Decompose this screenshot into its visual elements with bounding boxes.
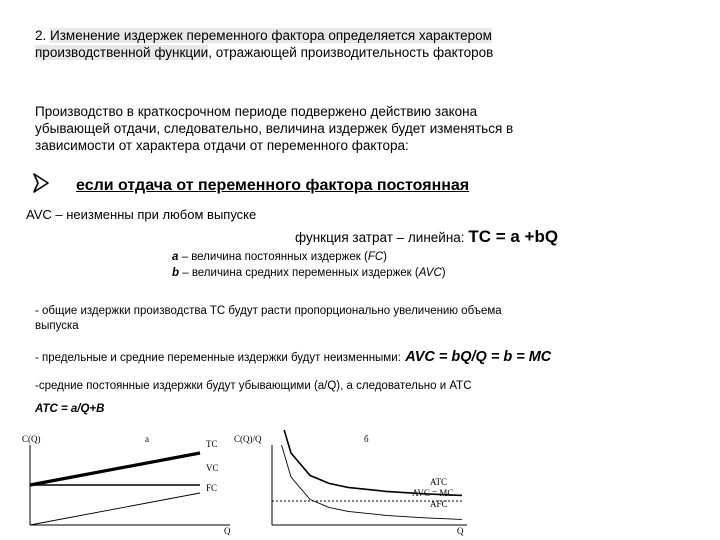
definition-a (172, 250, 387, 265)
def-b-text: – величина средних переменных издержек ( (179, 267, 419, 279)
cost-function (295, 227, 558, 247)
point-1 (35, 304, 705, 334)
point-1-line2: выпуска (35, 320, 79, 332)
avc-line: AVC – неизменны при любом выпуске (26, 207, 257, 222)
definition-b (172, 266, 446, 281)
heading (35, 27, 695, 61)
def-a-end: ) (383, 251, 388, 263)
chart-b-xlabel: Q (457, 526, 464, 536)
def-b-var: b (172, 267, 180, 279)
chart-b (232, 430, 472, 538)
chart-b-panel-label: б (364, 434, 369, 444)
intro-line3: зависимости от характера отдачи от переменного фактора: (35, 138, 409, 153)
def-a-text: – величина постоянных издержек ( (178, 251, 368, 263)
bullet-arrow-icon (33, 173, 49, 198)
point-1-line1: - общие издержки производства TC будут расти пропорционально увеличению объема (35, 305, 502, 317)
def-a-var: a (172, 251, 179, 263)
chart-a-label-tc: TC (206, 439, 218, 449)
point-2-formula: AVC = bQ/Q = b = MC (405, 349, 552, 365)
def-b-end: ) (441, 267, 446, 279)
bullet-heading: если отдача от переменного фактора постоянная (76, 177, 470, 194)
chart-b-label-avc: AVC = MC (412, 488, 454, 498)
chart-a-xlabel: Q (224, 526, 231, 535)
def-a-abbr: FC (367, 251, 384, 263)
point-3: -средние постоянные издержки будут убывающими (a/Q), а следовательно и ATC (35, 380, 472, 392)
chart-a-panel-label: а (145, 434, 149, 444)
heading-line2-rest: , отражающей производительность факторов (208, 45, 494, 60)
def-b-abbr: AVC (418, 267, 442, 279)
chart-b-label-atc: ATC (430, 477, 448, 487)
point-4: ATC = a/Q+B (35, 403, 105, 415)
chart-a-ylabel: C(Q) (22, 434, 41, 444)
cost-function-label: функция затрат – линейна: (295, 230, 465, 245)
chart-a (10, 430, 240, 535)
intro-line1: Производство в краткосрочном периоде подвержено действию закона (35, 104, 478, 119)
heading-number: 2. (35, 28, 47, 43)
intro-paragraph (35, 103, 705, 154)
chart-a-line-tc (30, 453, 200, 485)
chart-b-ylabel: C(Q)/Q (234, 434, 262, 444)
heading-line1: Изменение издержек переменного фактора определяется характером (50, 28, 492, 43)
intro-line2: убывающей отдачи, следовательно, величина издержек будет изменяться в (35, 121, 514, 136)
chart-a-label-fc: FC (206, 483, 218, 493)
heading-highlight: производственной функции (35, 45, 209, 60)
point-2 (35, 348, 551, 366)
cost-function-formula: TC = a +bQ (468, 227, 559, 246)
chart-a-label-vc: VC (206, 463, 219, 473)
point-2-text: - предельные и средние переменные издержки будут неизменными: (35, 352, 401, 364)
chart-b-label-afc: AFC (430, 499, 448, 509)
chart-a-line-vc (30, 493, 200, 525)
